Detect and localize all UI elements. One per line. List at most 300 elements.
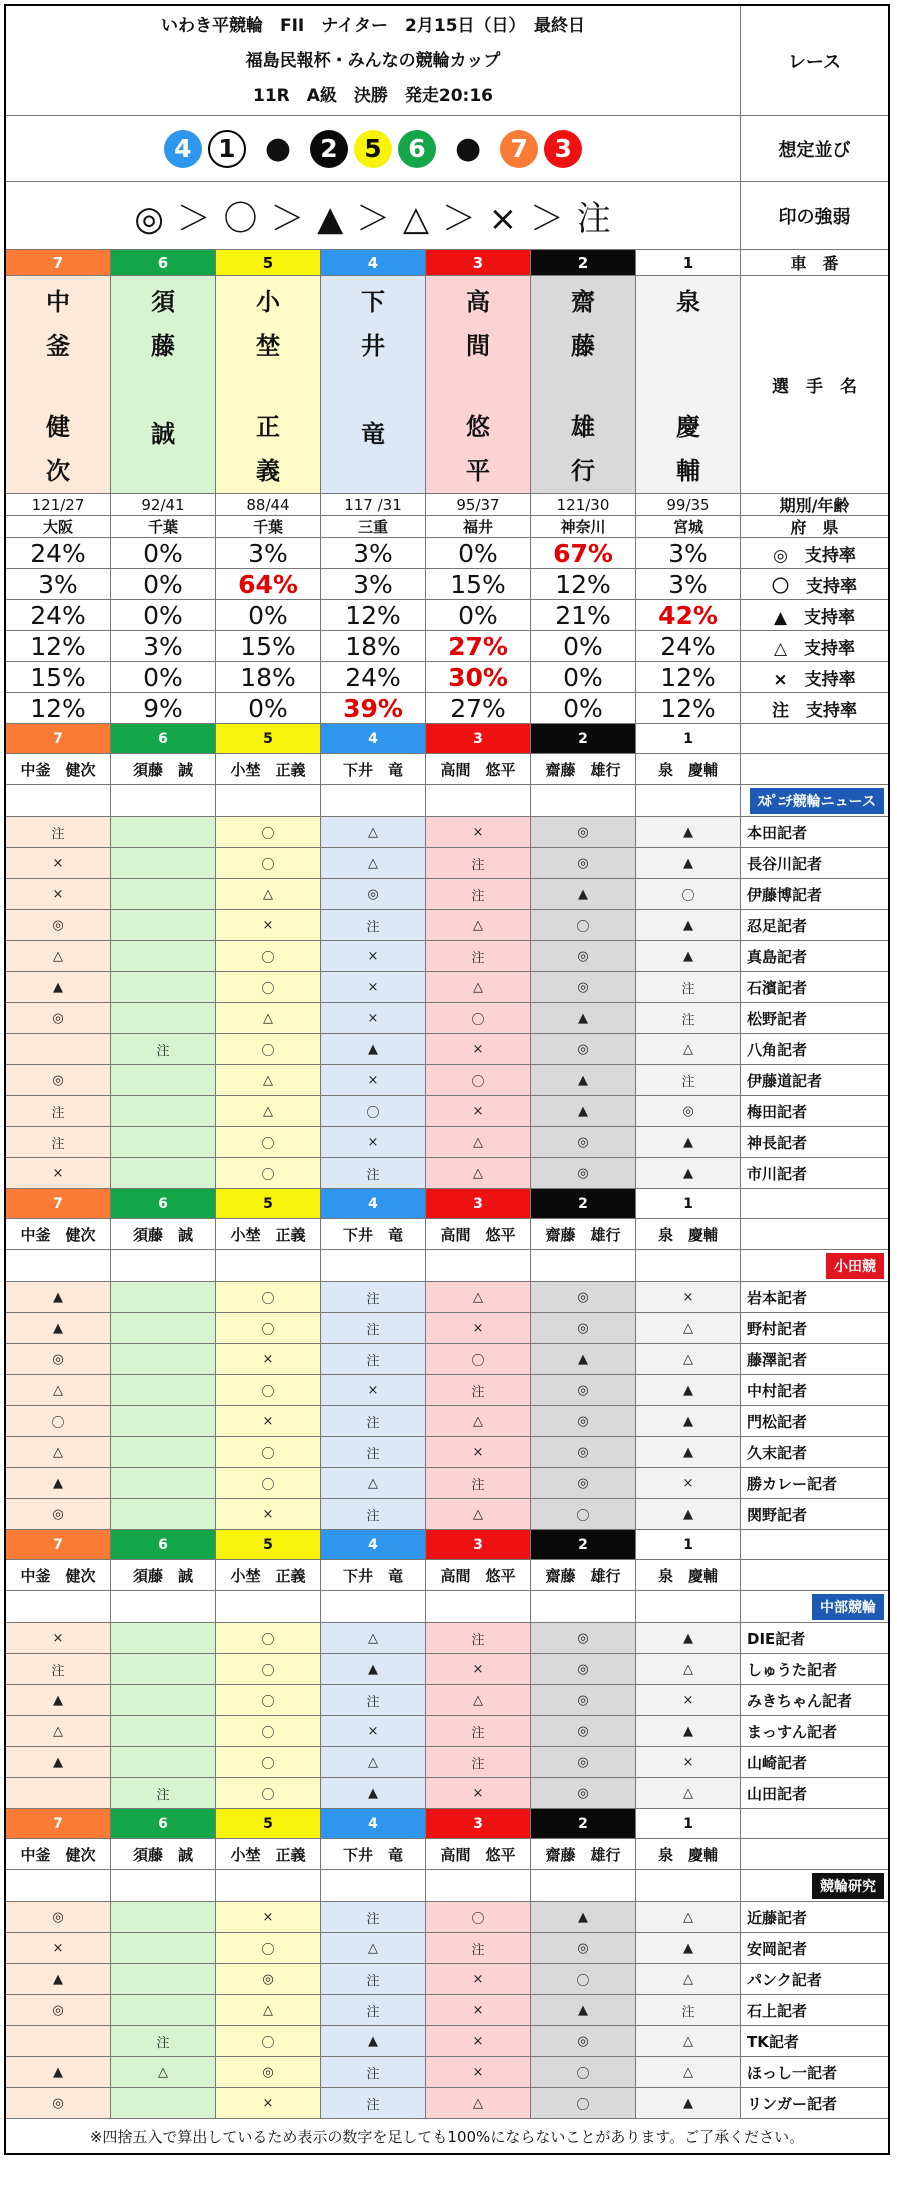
rider-family-char: 藤 — [571, 332, 595, 360]
pick-mark: △ — [6, 1437, 111, 1467]
section-blank — [741, 1809, 888, 1838]
lineup-ball-3: 3 — [544, 130, 582, 168]
pick-row — [6, 1003, 888, 1034]
support-value: 30% — [426, 662, 531, 692]
support-label: × 支持率 — [773, 669, 856, 690]
prediction-sheet — [4, 4, 890, 2155]
pick-mark: △ — [321, 1747, 426, 1777]
pick-row — [6, 1623, 888, 1654]
pick-mark: ◎ — [6, 910, 111, 940]
pick-mark — [111, 1158, 216, 1188]
rider-family-char: 藤 — [151, 332, 175, 360]
rider-prefecture: 大阪 — [6, 516, 111, 537]
blank-cell — [216, 785, 321, 816]
pick-mark: ◎ — [531, 1933, 636, 1963]
pick-mark: ▲ — [6, 1468, 111, 1498]
pick-mark: × — [426, 1437, 531, 1467]
pick-mark — [111, 1623, 216, 1653]
pick-mark: ▲ — [6, 1964, 111, 1994]
section-rider-name: 小埜 正義 — [216, 1219, 321, 1249]
support-label: 注 支持率 — [772, 700, 857, 721]
section-rider-name: 小埜 正義 — [216, 1560, 321, 1590]
reporter-name: 忍足記者 — [747, 916, 808, 935]
section-logo-row — [6, 1591, 888, 1623]
pick-mark — [111, 879, 216, 909]
pick-mark: 注 — [426, 1375, 531, 1405]
pick-mark: 〇 — [531, 2088, 636, 2118]
reporter-name: ほっし一記者 — [747, 2063, 838, 2082]
pick-mark: △ — [216, 879, 321, 909]
support-value: 39% — [321, 693, 426, 723]
pick-mark — [6, 1778, 111, 1808]
pick-mark: 注 — [111, 1034, 216, 1064]
section-car-5: 5 — [216, 724, 321, 753]
pick-mark: 注 — [636, 1995, 741, 2025]
pick-mark: ▲ — [6, 1685, 111, 1715]
pick-mark: △ — [216, 1096, 321, 1126]
support-label: ◎ 支持率 — [773, 545, 856, 566]
pick-mark — [111, 848, 216, 878]
pick-mark: ◎ — [6, 1902, 111, 1932]
lineup-balls — [6, 116, 741, 181]
support-value: 27% — [426, 693, 531, 723]
pick-mark: ◎ — [531, 1158, 636, 1188]
pick-mark: △ — [426, 2088, 531, 2118]
pick-mark — [6, 1034, 111, 1064]
pick-mark: 注 — [636, 972, 741, 1002]
rider-name-label: 選 手 名 — [772, 377, 857, 397]
pick-mark: 注 — [321, 1282, 426, 1312]
pick-row — [6, 2088, 888, 2119]
pick-mark: ◎ — [531, 1654, 636, 1684]
car-number-3: 3 — [426, 250, 531, 275]
pick-mark: 〇 — [216, 1127, 321, 1157]
reporter-name: 近藤記者 — [747, 1908, 808, 1927]
rider-given-char: 竜 — [361, 420, 385, 448]
pick-row — [6, 1778, 888, 1809]
pick-mark: △ — [636, 1034, 741, 1064]
section-blank — [741, 1530, 888, 1559]
section-blank — [741, 1839, 888, 1869]
car-number-1: 1 — [636, 250, 741, 275]
support-value: 24% — [6, 600, 111, 630]
pick-mark: △ — [321, 848, 426, 878]
blank-cell — [426, 1250, 531, 1281]
support-value: 18% — [321, 631, 426, 661]
pick-row — [6, 1437, 888, 1468]
rider-given-char: 慶 — [676, 413, 700, 441]
section-car-2: 2 — [531, 1809, 636, 1838]
pick-mark: 〇 — [216, 848, 321, 878]
rider-term: 121/27 — [6, 494, 111, 515]
rider-term: 99/35 — [636, 494, 741, 515]
pick-mark: 〇 — [636, 879, 741, 909]
support-value: 3% — [636, 569, 741, 599]
pick-mark: × — [426, 2057, 531, 2087]
pick-mark: 〇 — [531, 1964, 636, 1994]
pick-mark — [111, 941, 216, 971]
reporter-name: 岩本記者 — [747, 1288, 808, 1307]
pick-mark: × — [6, 1623, 111, 1653]
pick-mark: ▲ — [321, 2026, 426, 2056]
support-row — [6, 631, 888, 662]
pick-mark: ◎ — [6, 2088, 111, 2118]
pick-mark: × — [216, 910, 321, 940]
rider-block — [6, 250, 888, 538]
rider-family-char: 間 — [466, 332, 490, 360]
pick-row — [6, 1468, 888, 1499]
pick-mark: △ — [426, 1406, 531, 1436]
rider-given-char: 正 — [256, 413, 280, 441]
pick-mark: × — [426, 1034, 531, 1064]
pick-row — [6, 2057, 888, 2088]
pick-mark — [111, 1995, 216, 2025]
rider-name-4 — [321, 276, 426, 493]
pick-mark: △ — [426, 1127, 531, 1157]
blank-cell — [6, 1591, 111, 1622]
pick-mark: ◎ — [6, 1344, 111, 1374]
pick-mark: △ — [636, 1964, 741, 1994]
pick-row — [6, 1127, 888, 1158]
rider-term: 95/37 — [426, 494, 531, 515]
section-car-7: 7 — [6, 1530, 111, 1559]
pick-mark: ▲ — [636, 1406, 741, 1436]
pick-mark: × — [636, 1282, 741, 1312]
pick-mark: ▲ — [321, 1034, 426, 1064]
pick-mark — [111, 1096, 216, 1126]
pick-mark: 注 — [426, 1468, 531, 1498]
support-value: 0% — [111, 662, 216, 692]
pick-mark: × — [426, 1995, 531, 2025]
publisher-logo: 中部競輪 — [812, 1594, 884, 1620]
rider-prefecture: 千葉 — [111, 516, 216, 537]
pick-row — [6, 941, 888, 972]
rider-family-char: 須 — [151, 288, 175, 316]
reporter-name: しゅうた記者 — [747, 1660, 838, 1679]
pick-mark: ▲ — [636, 1127, 741, 1157]
blank-cell — [216, 1591, 321, 1622]
pick-mark: × — [636, 1685, 741, 1715]
race-class-line: 11R A級 決勝 発走20:16 — [252, 85, 494, 106]
pick-mark: ◎ — [531, 1778, 636, 1808]
pick-mark: 注 — [321, 1344, 426, 1374]
reporter-name: 関野記者 — [747, 1505, 808, 1524]
support-value: 0% — [426, 538, 531, 568]
publisher-logo: ｽﾎﾟﾆﾁ競輪ニュース — [750, 788, 884, 814]
pick-mark — [111, 1685, 216, 1715]
rider-prefecture: 福井 — [426, 516, 531, 537]
blank-cell — [216, 1250, 321, 1281]
lineup-ball-4: 4 — [164, 130, 202, 168]
pick-mark: ◎ — [531, 1127, 636, 1157]
section-car-5: 5 — [216, 1530, 321, 1559]
support-value: 12% — [531, 569, 636, 599]
rider-family-char: 中 — [46, 288, 70, 316]
rider-family-char: 井 — [361, 332, 385, 360]
reporter-name: 石上記者 — [747, 2001, 808, 2020]
rider-name-5 — [216, 276, 321, 493]
pick-row — [6, 910, 888, 941]
section-rider-name: 下井 竜 — [321, 1219, 426, 1249]
pick-mark: × — [216, 1406, 321, 1436]
reporter-name: 真島記者 — [747, 947, 808, 966]
section-rider-name: 須藤 誠 — [111, 1560, 216, 1590]
pick-mark: ▲ — [321, 1654, 426, 1684]
blank-cell — [321, 1870, 426, 1901]
pick-mark: 注 — [321, 1964, 426, 1994]
reporter-name: 伊藤道記者 — [747, 1071, 823, 1090]
pick-mark: × — [6, 1158, 111, 1188]
support-value: 9% — [111, 693, 216, 723]
support-value: 42% — [636, 600, 741, 630]
pick-mark: ◎ — [531, 2026, 636, 2056]
support-value: 15% — [216, 631, 321, 661]
blank-cell — [426, 1870, 531, 1901]
pick-mark: 〇 — [216, 817, 321, 847]
pick-mark: × — [426, 1654, 531, 1684]
pick-mark: 〇 — [531, 910, 636, 940]
section-rider-name: 高間 悠平 — [426, 754, 531, 784]
section-blank — [741, 1219, 888, 1249]
race-title: 福島民報杯・みんなの競輪カップ — [245, 50, 501, 71]
rider-term: 117 /31 — [321, 494, 426, 515]
rider-term: 92/41 — [111, 494, 216, 515]
pick-mark: 注 — [426, 1747, 531, 1777]
footnote: ※四捨五入で算出しているため表示の数字を足しても100%にならないことがあります。ご了承ください。 — [89, 2127, 805, 2146]
section-rider-name: 泉 慶輔 — [636, 1219, 741, 1249]
section-blank — [741, 724, 888, 753]
support-value: 24% — [6, 538, 111, 568]
pick-mark: 注 — [321, 2088, 426, 2118]
blank-cell — [531, 1250, 636, 1281]
pick-mark: 注 — [321, 1685, 426, 1715]
support-value: 0% — [426, 600, 531, 630]
reporter-name: 山田記者 — [747, 1784, 808, 1803]
section-rider-name: 小埜 正義 — [216, 1839, 321, 1869]
pick-mark: ◎ — [531, 1034, 636, 1064]
press-sections — [6, 724, 888, 2119]
section-rider-name: 中釜 健次 — [6, 1560, 111, 1590]
section-blank — [741, 1189, 888, 1218]
blank-cell — [636, 1870, 741, 1901]
lineup-ball-7: 7 — [500, 130, 538, 168]
section-blank — [741, 754, 888, 784]
pick-mark: × — [216, 2088, 321, 2118]
blank-cell — [321, 1250, 426, 1281]
car-number-4: 4 — [321, 250, 426, 275]
section-name-row — [6, 1219, 888, 1250]
section-rider-name: 高間 悠平 — [426, 1560, 531, 1590]
car-number-6: 6 — [111, 250, 216, 275]
blank-cell — [321, 785, 426, 816]
pick-mark: △ — [6, 1716, 111, 1746]
support-label: ▲ 支持率 — [773, 607, 856, 628]
rider-given-char: 平 — [466, 457, 490, 485]
rider-term: 121/30 — [531, 494, 636, 515]
car-number-5: 5 — [216, 250, 321, 275]
pick-mark: △ — [6, 941, 111, 971]
pick-mark: 〇 — [216, 1747, 321, 1777]
pick-mark: × — [6, 848, 111, 878]
pick-mark: ▲ — [636, 941, 741, 971]
blank-cell — [6, 1870, 111, 1901]
pick-mark: 〇 — [321, 1096, 426, 1126]
rider-given-char: 義 — [256, 457, 280, 485]
pick-mark: ◎ — [6, 1065, 111, 1095]
pick-row — [6, 1282, 888, 1313]
pick-mark: × — [321, 1375, 426, 1405]
reporter-name: 門松記者 — [747, 1412, 808, 1431]
pick-mark: ▲ — [531, 1902, 636, 1932]
section-car-row — [6, 1189, 888, 1219]
pick-mark: × — [321, 1003, 426, 1033]
section-logo-cell — [741, 1870, 888, 1901]
section-logo-row — [6, 785, 888, 817]
rider-prefecture: 宮城 — [636, 516, 741, 537]
section-car-row — [6, 724, 888, 754]
pick-mark: 〇 — [216, 2026, 321, 2056]
pick-mark: × — [6, 1933, 111, 1963]
pick-mark: ▲ — [531, 1096, 636, 1126]
pick-row — [6, 1964, 888, 1995]
section-car-1: 1 — [636, 1809, 741, 1838]
section-logo-cell — [741, 1250, 888, 1281]
section-rider-name: 泉 慶輔 — [636, 1560, 741, 1590]
pick-mark: × — [216, 1344, 321, 1374]
publisher-logo: 小田競 — [826, 1253, 884, 1279]
pick-mark: 注 — [636, 1003, 741, 1033]
rider-name-2 — [531, 276, 636, 493]
pick-mark: 〇 — [426, 1003, 531, 1033]
pick-mark: 注 — [321, 910, 426, 940]
pick-mark — [111, 817, 216, 847]
support-value: 24% — [321, 662, 426, 692]
pick-mark: 〇 — [6, 1406, 111, 1436]
section-blank — [741, 1560, 888, 1590]
pick-mark: ◎ — [531, 1468, 636, 1498]
section-car-3: 3 — [426, 1189, 531, 1218]
reporter-name: 松野記者 — [747, 1009, 808, 1028]
pick-mark: 注 — [321, 1437, 426, 1467]
lineup-label: 想定並び — [778, 139, 851, 161]
pick-mark: 〇 — [531, 2057, 636, 2087]
pick-mark: △ — [636, 1778, 741, 1808]
reporter-name: 中村記者 — [747, 1381, 808, 1400]
pick-mark: 〇 — [216, 1158, 321, 1188]
support-value: 0% — [531, 662, 636, 692]
pick-mark: ◎ — [531, 1716, 636, 1746]
pick-mark: ◎ — [531, 1437, 636, 1467]
pick-mark: 〇 — [426, 1065, 531, 1095]
pick-mark: ▲ — [321, 1778, 426, 1808]
pick-mark: 〇 — [531, 1499, 636, 1529]
pick-mark: 〇 — [216, 1716, 321, 1746]
lineup-separator-dot: ● — [264, 130, 291, 166]
support-value: 0% — [216, 600, 321, 630]
section-car-1: 1 — [636, 724, 741, 753]
lineup-ball-1: 1 — [208, 130, 246, 168]
pick-mark: ▲ — [636, 848, 741, 878]
section-car-7: 7 — [6, 1189, 111, 1218]
pick-row — [6, 972, 888, 1003]
pick-mark: 注 — [426, 1623, 531, 1653]
pick-mark: ▲ — [636, 817, 741, 847]
section-car-5: 5 — [216, 1189, 321, 1218]
blank-cell — [636, 1250, 741, 1281]
reporter-name: 藤澤記者 — [747, 1350, 808, 1369]
pick-mark: △ — [636, 1902, 741, 1932]
pick-row — [6, 1065, 888, 1096]
pick-mark: ▲ — [636, 1716, 741, 1746]
pick-mark: ▲ — [636, 1158, 741, 1188]
reporter-name: リンガー記者 — [747, 2094, 838, 2113]
support-value: 64% — [216, 569, 321, 599]
pick-mark: △ — [426, 972, 531, 1002]
pick-mark: △ — [426, 1158, 531, 1188]
section-car-7: 7 — [6, 724, 111, 753]
pick-mark — [111, 1933, 216, 1963]
pick-mark: ◎ — [531, 941, 636, 971]
pick-mark: △ — [636, 1654, 741, 1684]
section-logo-row — [6, 1250, 888, 1282]
pick-mark: 〇 — [216, 1468, 321, 1498]
pick-mark: △ — [426, 1282, 531, 1312]
blank-cell — [6, 1250, 111, 1281]
rider-family-char: 釜 — [46, 332, 70, 360]
pick-mark: 〇 — [216, 1375, 321, 1405]
lineup-ball-6: 6 — [398, 130, 436, 168]
pick-mark: 〇 — [216, 972, 321, 1002]
section-car-3: 3 — [426, 1530, 531, 1559]
pick-mark: △ — [426, 910, 531, 940]
rider-name-1 — [636, 276, 741, 493]
support-value: 3% — [111, 631, 216, 661]
pick-mark: ◎ — [531, 972, 636, 1002]
pick-mark: △ — [321, 1468, 426, 1498]
pick-mark: 〇 — [426, 1344, 531, 1374]
pick-mark: ◎ — [636, 1096, 741, 1126]
rider-family-char: 埜 — [256, 332, 280, 360]
section-car-2: 2 — [531, 724, 636, 753]
support-value: 12% — [6, 693, 111, 723]
pick-mark: ▲ — [6, 2057, 111, 2087]
pick-mark: × — [636, 1468, 741, 1498]
reporter-name: 本田記者 — [747, 823, 808, 842]
pick-mark — [111, 1065, 216, 1095]
race-label: レース — [787, 51, 842, 73]
pick-mark: △ — [6, 1375, 111, 1405]
pick-mark: ▲ — [636, 1375, 741, 1405]
section-car-4: 4 — [321, 1530, 426, 1559]
pick-mark: × — [426, 1964, 531, 1994]
rider-prefecture: 千葉 — [216, 516, 321, 537]
pick-row — [6, 817, 888, 848]
rider-name-7 — [6, 276, 111, 493]
pick-mark: ▲ — [531, 879, 636, 909]
pick-mark: 注 — [321, 1406, 426, 1436]
section-car-6: 6 — [111, 1530, 216, 1559]
section-car-1: 1 — [636, 1189, 741, 1218]
reporter-name: 勝カレー記者 — [747, 1474, 838, 1493]
rider-name-3 — [426, 276, 531, 493]
pick-mark: ▲ — [531, 1344, 636, 1374]
pick-mark: ◎ — [531, 1747, 636, 1777]
pick-mark — [6, 2026, 111, 2056]
pick-mark: ◎ — [531, 1623, 636, 1653]
pick-mark: 〇 — [216, 1623, 321, 1653]
section-rider-name: 下井 竜 — [321, 1560, 426, 1590]
support-value: 3% — [636, 538, 741, 568]
